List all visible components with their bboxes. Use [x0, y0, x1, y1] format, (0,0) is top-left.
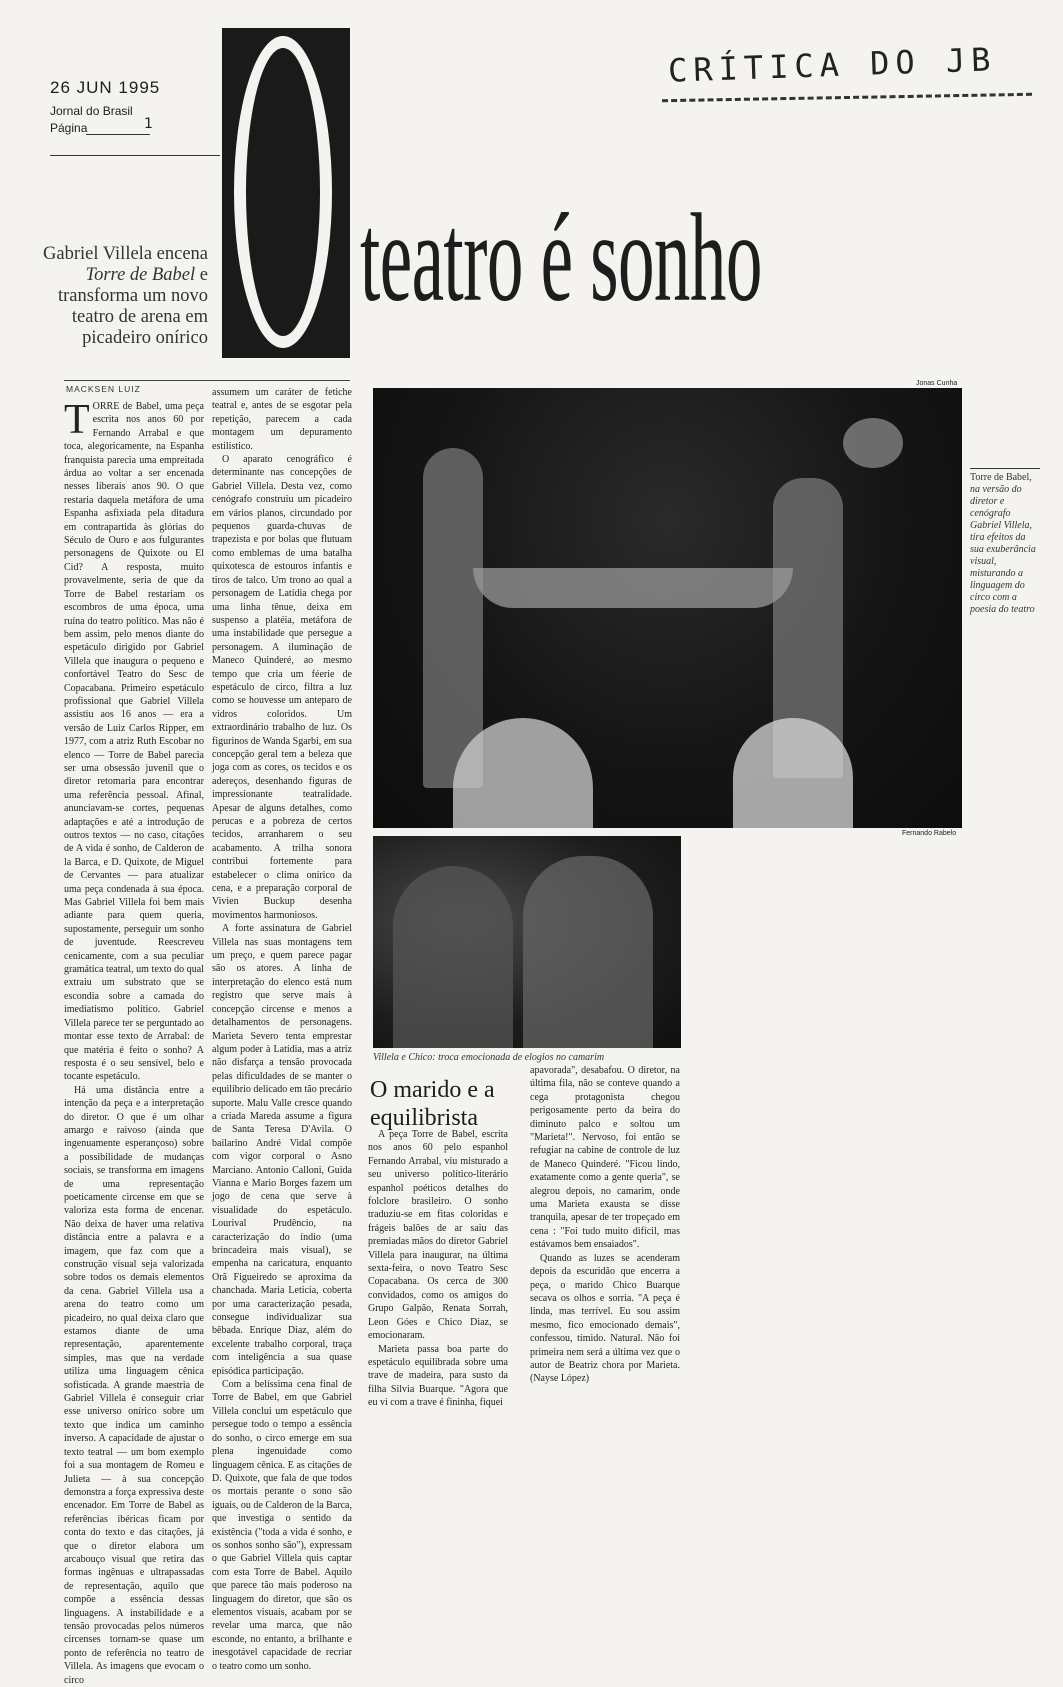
byline: MACKSEN LUIZ [66, 384, 141, 394]
headline: teatro é sonho [360, 189, 762, 328]
article-paragraph: Há uma distância entre a intenção da peça e a interpretação do diretor. O que é um olhar amargo e raivoso (ainda que ingenuamente esperançoso) sobre a possibilidade de mudanças sociais, se transforma em imagens de uma representação poeticamente circense em que se valoriza esta forma de encenar. Não deixa de haver uma relativa distância entre a palavra e a imagem, que faz com que a construção visual seja valorizada sobre todos os demais elementos da cena. Gabriel Villela usa a arena do teatro como um picadeiro, no qual deixa claro que estamos diante de uma representação, aparentemente simples, mas que na verdade utiliza uma linguagem cênica sofisticada. A grande maestria de Gabriel Villela é conseguir criar esse universo onírico sobre um texto que indica um caminho inverso. A capacidade de ajustar o texto teatral — um bom exemplo foi a sua montagem de Romeu e Julieta — à sua concepção demonstra a força expressiva deste encenador. Em Torre de Babel as referências ibéricas ficam por conta do texto e das citações, já que o diretor elabora um arcabouço visual que retira das formas ingênuas e ultrapassadas de representação, aquilo que compõe a essência dessas linguagens. A instabilidade e a tensão provocadas pelos números circenses tornam-se quase um ponto de referência no teatro de Villela. As imagens que evocam o circo [64, 1084, 204, 1686]
article-text: ORRE de Babel, uma peça escrita nos anos 60 por Fernando Arrabal e que toca, alegoricamente, na Espanha franquista parecia uma empreitada árdua ao voltar a ser encenada nesses liberais anos 90. O que restaria daquela metáfora de uma Espanha asfixiada pela ditadura em contrapartida às glórias do Século de Ouro e aos fulgurantes personagens de Quixote ou El Cid? A resposta, muito provavelmente, seria de que da Torre de Babel restariam os escombros de uma época, uma ruína do teatro político. Mas não é bem assim, pelo menos diante do espetáculo dirigido por Gabriel Villela que inaugura o pequeno e confortável Teatro do Sesc de Copacabana. Primeiro espetáculo profissional que Gabriel Villela assistiu aos 16 anos — era a versão de Luiz Carlos Ripper, em 1977, com a atriz Ruth Escobar no elenco — Torre de Babel parecia ser uma obsessão juvenil que o diretor retomaria para encontrar uma referência pessoal. Afinal, anunciavam-se cortes, pequenas adaptações e até a introdução de outros textos — no caso, citações de A vida é sonho, de Calderon de la Barca, e D. Quixote, de Miguel de Cervantes — para atualizar uma peça condenada à sua época. Mas Gabriel Villela foi bem mais adiante para quem queria, supostamente, perseguir um sonho de juventude. Reescreveu cenicamente, com a sua peculiar gramática teatral, um texto do qual extraiu um substrato que se escondia sobre a camada do imediatismo político. Gabriel Villela parece ter se perguntado ao montar esse texto de Arrabal: de que matéria é feito o sonho? A resposta é o seu sensível, belo e tocante espetáculo. [64, 401, 204, 1083]
deck [40, 244, 208, 349]
drop-cap: T [64, 397, 90, 443]
page-number: 1 [144, 116, 153, 132]
sidebar-paragraph: apavorada", desabafou. O diretor, na última fila, não se conteve quando a cega protagonista chegou perigosamente perto da beira do diminuto palco e soltou um "Marieta!". Nervoso, foi então se refugiar na cabine de controle de luz de Maneco Quinderé. "Ficou lindo, exatamente como a gente queria", se alegrou depois, no camarim, onde uma Marieta exausta se disse tranquila, apesar de ter tropeçado em cena : "Foi tudo muito difícil, mas estávamos bem ensaiados". [530, 1065, 680, 1251]
article-paragraph: assumem um caráter de fetiche teatral e, antes de se esgotar pela repetição, parecem a cada montagem um depuramento estilístico. [212, 387, 352, 452]
article-paragraph: O aparato cenográfico é determinante nas concepções de Gabriel Villela. Desta vez, como cenógrafo construiu um picadeiro em vários planos, circundado por pequenos guarda-chuvas de trapezista e por bolas que flutuam como emblemas de uma batalha quixotesca de estouros infantis e tiros de talco. Um trono ao qual a personagem de Latídia chega por uma linha tênue, deixa em suspenso a platéia, metáfora de uma instabilidade que persegue a personagem. A iluminação de Maneco Quinderé, ao mesmo tempo que cria um féerie de espetáculo de circo, filtra a luz como se houvesse um anteparo de vidros coloridos. Um extraordinário trabalho de luz. Os figurinos de Wanda Sgarbi, em sua concepção geral tem a beleza que joga com as cores, os tecidos e os adereços, desenhando figuras de impressionante teatralidade. Apesar de alguns detalhes, como perucas e a pobreza de certos tecidos, arranharem o seu acabamento. A trilha sonora contribui fortemente para estabelecer o clima onírico da cena, e a preparação corporal de Vivien Buckup desenha movimentos harmoniosos. [212, 454, 352, 921]
caption-text: na versão do diretor e cenógrafo Gabriel Villela, tira efeitos da sua exuberância visual, misturando a linguagem do circo com a poesia do teatro [970, 484, 1036, 615]
page-label: Página [50, 121, 88, 135]
garland [473, 568, 793, 608]
article-column-1 [64, 397, 204, 1687]
stage-ball [733, 718, 853, 828]
article-paragraph: A forte assinatura de Gabriel Villela nas suas montagens tem um preço, e quem parece pagar são os atores. A linha de interpretação do elenco está num registro que serve mais à concepção circense e menos a detalhamentos de personagens. Marieta Severo tenta emprestar algum poder à Latídia, mas a atriz não disfarça a tensão provocada pelas dificuldades de se manter o equilíbrio delicado em tão precário suporte. Malu Valle cresce quando a criada Mareda assume a figura de Santa Teresa D'Avila. O bailarino André Vidal compõe com vigor corporal o Asno Marciano. Antonio Calloni, Guida Vianna e Mario Borges fazem um jogo de cena que serve à visualidade do espetáculo. Lourival Prudêncio, na caracterização do índio (uma brincadeira mais visual), se empenha na caricatura, enquanto Orã Figueiredo se aproxima da chanchada. Maria Leticia, coberta por uma caracterização pesada, consegue individualizar sua bêbada. Enrique Diaz, além do excelente trabalho corporal, traça com inteligência a sua quase episódica participação. [212, 923, 352, 1377]
article-column-2 [212, 386, 352, 1673]
sidebar-column-2 [530, 1064, 680, 1386]
deck-part2: e transforma um novo teatro de arena em picadeiro onírico [57, 265, 208, 348]
sidebar-paragraph: A peça Torre de Babel, escrita nos anos 60 pelo espanhol Fernando Arrabal, viu misturado a seu universo político-literário espanhol poéticos detalhes do folclore brasileiro. O sonho traduziu-se em fitas coloridas e frágeis balões de ar saiu das premiadas mãos do diretor Gabriel Villela para inaugurar, na última sexta-feira, o novo Teatro Sesc Copacabana. Os cerca de 300 convidados, como os amigos do Grupo Galpão, Renata Sorrah, Leon Góes e Chico Diaz, se emocionaram. [368, 1129, 508, 1342]
person-figure [393, 866, 513, 1048]
photo-caption-2: Villela e Chico: troca emocionada de elogios no camarim [373, 1052, 605, 1063]
handwritten-underline [662, 93, 1032, 102]
stage-photo [373, 388, 962, 828]
article-paragraph: Com a belíssima cena final de Torre de Babel, em que Gabriel Villela conclui um espetáculo que persegue todo o tempo a essência do sonho, o circo emerge em sua plena ingenuidade como linguagem cênica. E as citações de D. Quixote, que fala de que todos os mortais perante o sono são iguais, ou de Calderon de la Barca, que investiga o sentido da existência ("toda a vida é sonho, e os sonhos sonho são"), expressam o que Gabriel Villela quis captar com esta Torre de Babel. Aquilo que parece tão mais poderoso na linguagem do diretor, que são os elementos visuais, acabam por se revelar uma marca, que não esconde, no entanto, a brilhante e inesgotável capacidade de recriar o teatro como um sonho. [212, 1379, 352, 1672]
person-figure [523, 856, 653, 1048]
backstage-photo [373, 836, 681, 1048]
article-paragraph [64, 397, 204, 1084]
clipping-date: 26 JUN 1995 [50, 78, 161, 97]
stage-prop [843, 418, 903, 468]
sidebar-title: O marido e a equilibrista [370, 1077, 495, 1131]
headline-initial-counter [248, 50, 318, 334]
stamp-divider [50, 155, 220, 156]
photo-credit-bottom: Fernando Rabelo [902, 830, 957, 837]
handwritten-note: CRÍTICA DO JB [667, 40, 998, 90]
photo-credit-top: Jonas Cunha [916, 380, 958, 387]
page-underline [86, 134, 150, 135]
byline-rule [64, 380, 350, 381]
sidebar-paragraph: Quando as luzes se acenderam depois da escuridão que encerra a peça, o marido Chico Buarque secava os olhos e sorria. "A peça é linda, mas terrível. Eu sou assim mesmo, fico emocionado demais", confessou, tímido. Natural. Não foi primeira nem será a última vez que o autor de Beatriz chora por Marieta. (Nayse López) [530, 1252, 680, 1385]
newspaper-name: Jornal do Brasil [50, 104, 133, 118]
deck-italic: Torre de Babel [85, 265, 196, 285]
photo-caption-1 [970, 468, 1040, 616]
caption-title: Torre de Babel, [970, 472, 1032, 483]
sidebar-column-1 [368, 1128, 508, 1410]
deck-part1: Gabriel Villela encena [43, 244, 208, 264]
sidebar-paragraph: Marieta passa boa parte do espetáculo equilibrada sobre uma trave de madeira, para susto da filha Silvia Buarque. "Agora que eu vi com a trave é fininha, fiquei [368, 1343, 508, 1409]
